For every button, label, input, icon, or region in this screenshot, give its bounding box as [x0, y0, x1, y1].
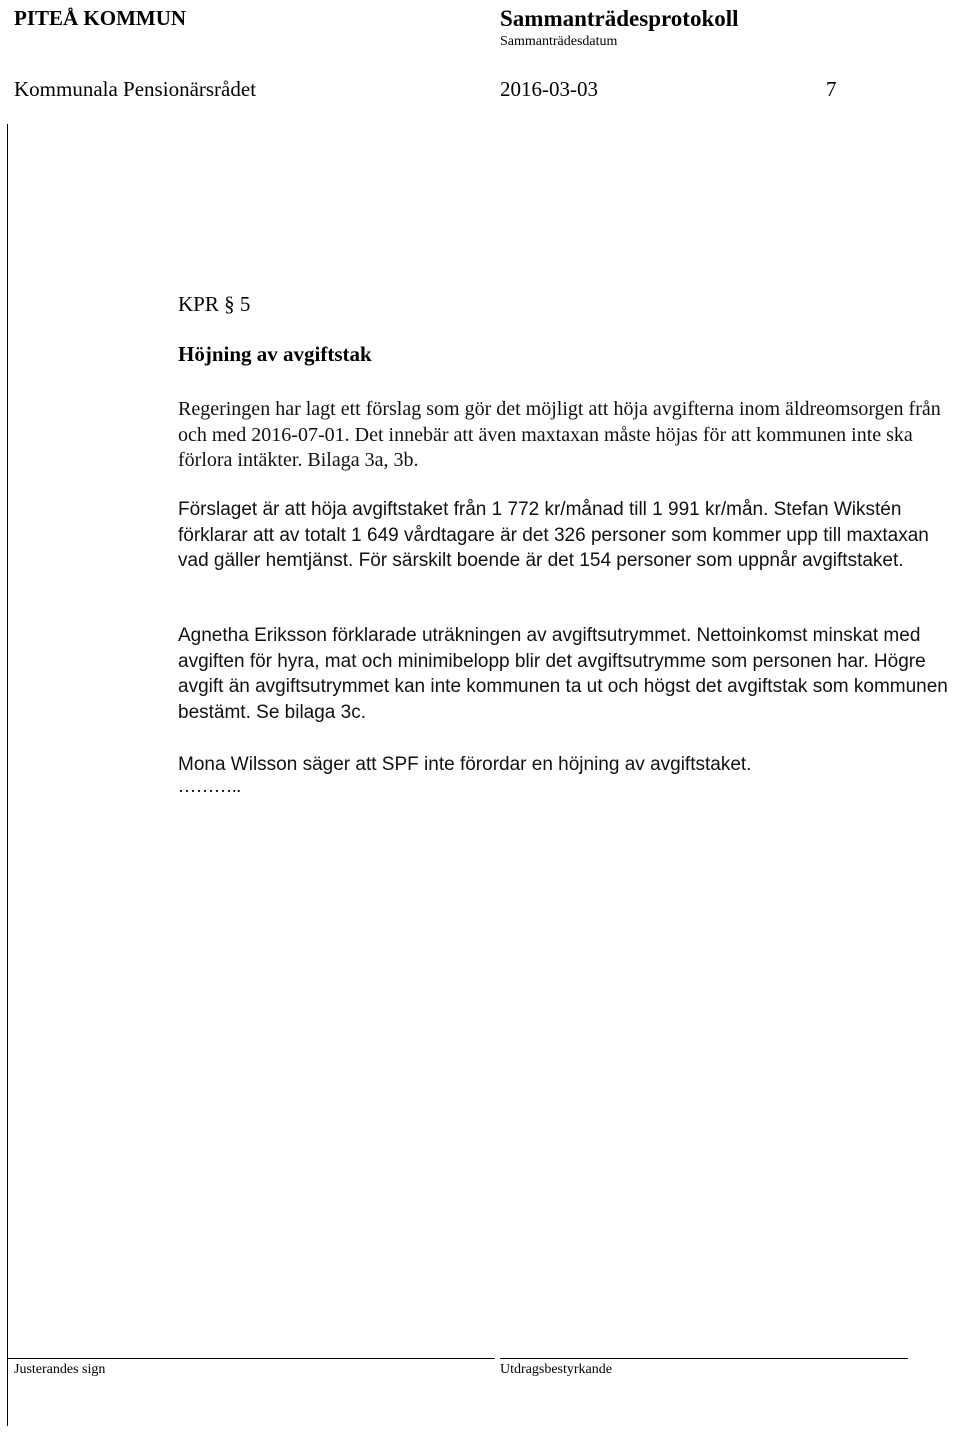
org-name: PITEÅ KOMMUN [14, 6, 187, 30]
paragraph: Förslaget är att höja avgiftstaket från 1 772 kr/månad till 1 991 kr/mån. Stefan Wikstén förklarar att av totalt 1 649 vårdtagare är det 326 personer som kommer upp till maxtaxan vad gäller hemtjänst. För särskilt boende är det 154 personer som uppnår avgiftstaket. [178, 499, 929, 571]
footer-certification-label: Utdragsbestyrkande [500, 1362, 612, 1377]
section-id: KPR § 5 [178, 292, 251, 316]
footer-rule-right [500, 1358, 908, 1359]
page-number: 7 [826, 77, 837, 101]
footer-rule-left [7, 1358, 495, 1359]
document-subtitle: Sammanträdesdatum [500, 34, 618, 49]
paragraph: Mona Wilsson säger att SPF inte förordar en höjning av avgiftstaket. [178, 754, 752, 775]
section-title: Höjning av avgiftstak [178, 342, 372, 366]
meeting-date: 2016-03-03 [500, 77, 598, 101]
document-title: Sammanträdesprotokoll [500, 6, 739, 31]
paragraph: Regeringen har lagt ett förslag som gör det möjligt att höja avgifterna inom äldreomsorgen från och med 2016-07-01. Det innebär att även maxtaxan måste höjas för att kommunen inte ska förlora intäkter. Bilaga 3a, 3b. [178, 398, 941, 471]
margin-line [7, 124, 8, 1426]
ellipsis: ……….. [178, 776, 241, 796]
footer-sign-label: Justerandes sign [14, 1362, 106, 1377]
committee-name: Kommunala Pensionärsrådet [14, 77, 257, 101]
paragraph: Agnetha Eriksson förklarade uträkningen av avgiftsutrymmet. Nettoinkomst minskat med avgiften för hyra, mat och minimibelopp blir det avgiftsutrymme som personen har. Högre avgift än avgiftsutrymmet kan inte kommunen ta ut och högst det avgiftstak som kommunen bestämt. Se bilaga 3c. [178, 625, 948, 723]
